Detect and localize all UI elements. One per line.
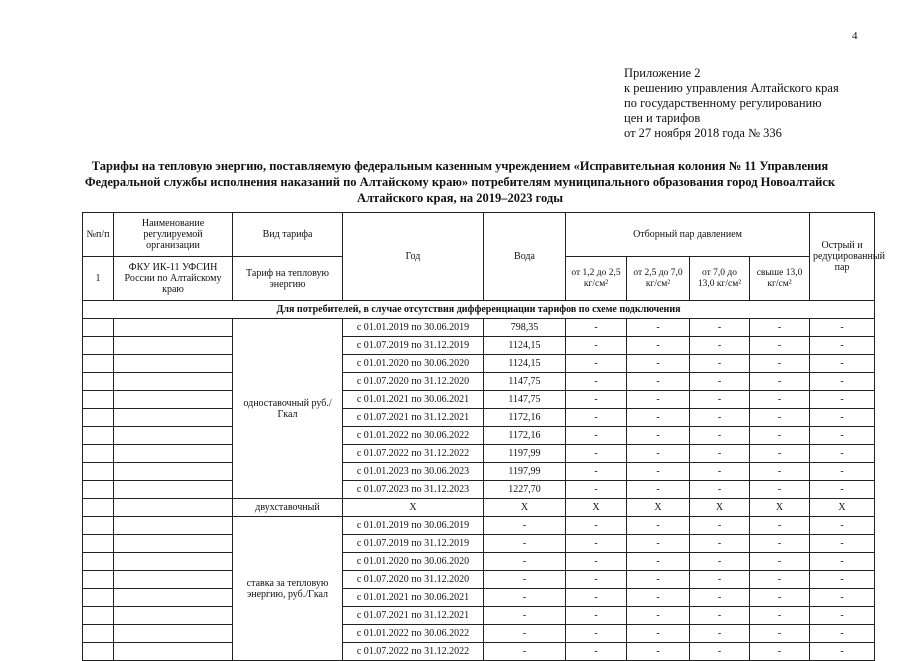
steam-cell: - [627,589,690,607]
steam-cell: - [690,355,750,373]
water-cell: - [484,571,566,589]
steam-cell: - [690,373,750,391]
steam-cell: - [750,625,810,643]
sharp-steam-cell: - [810,517,875,535]
steam-cell: - [627,355,690,373]
steam-cell: - [750,553,810,571]
period-cell: с 01.07.2021 по 31.12.2021 [343,607,484,625]
steam-cell: - [750,517,810,535]
period-cell: с 01.01.2020 по 30.06.2020 [343,355,484,373]
col-header-tariff-type: Вид тарифа [233,213,343,257]
org-cell [114,463,233,481]
table-row [83,391,875,409]
appendix-line: по государственному регулированию [624,96,822,110]
steam-cell: - [566,463,627,481]
steam-cell: - [690,553,750,571]
table-row [83,337,875,355]
steam-cell: - [750,337,810,355]
steam-cell: - [690,571,750,589]
num-cell [83,517,114,535]
title-line: Федеральной службы исполнения наказаний по Алтайскому краю» потребителям муниципального образования город Новоалтайск [84,175,836,189]
page-number: 4 [852,30,858,42]
sharp-steam-cell: - [810,409,875,427]
num-cell [83,463,114,481]
table-row [83,589,875,607]
org-cell [114,391,233,409]
steam-cell: - [566,427,627,445]
period-cell: с 01.07.2020 по 31.12.2020 [343,373,484,391]
sharp-steam-cell: - [810,319,875,337]
num-cell [83,481,114,499]
section-row [83,301,875,319]
steam-cell: - [690,319,750,337]
sharp-steam-cell: - [810,373,875,391]
sharp-steam-cell: - [810,553,875,571]
steam-cell: - [690,481,750,499]
water-cell: 1147,75 [484,391,566,409]
org-cell [114,319,233,337]
org-cell [114,355,233,373]
steam-cell: - [627,445,690,463]
col-header-steam-1: от 1,2 до 2,5 кг/см² [566,257,627,301]
steam-cell: - [566,607,627,625]
period-cell: с 01.01.2022 по 30.06.2022 [343,427,484,445]
num-cell [83,409,114,427]
two-part-value: Х [566,499,627,517]
water-cell: 1197,99 [484,445,566,463]
num-cell [83,445,114,463]
org-cell [114,409,233,427]
two-part-value: Х [810,499,875,517]
sharp-steam-cell: - [810,571,875,589]
col-header-water: Вода [484,213,566,301]
num-cell [83,607,114,625]
period-cell: с 01.07.2019 по 31.12.2019 [343,337,484,355]
org-cell [114,337,233,355]
steam-cell: - [566,643,627,661]
org-cell [114,589,233,607]
appendix-block [624,66,839,141]
org-cell [114,445,233,463]
period-cell: с 01.07.2023 по 31.12.2023 [343,481,484,499]
appendix-line: от 27 ноября 2018 года № 336 [624,126,782,140]
steam-cell: - [750,391,810,409]
period-cell: с 01.01.2023 по 30.06.2023 [343,463,484,481]
water-cell: 1197,99 [484,463,566,481]
table-row [83,481,875,499]
water-cell: 1147,75 [484,373,566,391]
steam-cell: - [750,409,810,427]
col-header-org: Наименование регулируемой организации [114,213,233,257]
tariff-table [82,212,885,661]
period-cell: с 01.07.2019 по 31.12.2019 [343,535,484,553]
steam-cell: - [566,445,627,463]
steam-cell: - [750,427,810,445]
org-cell [114,607,233,625]
steam-cell: - [627,643,690,661]
sharp-steam-cell: - [810,481,875,499]
org-cell [114,373,233,391]
steam-cell: - [566,535,627,553]
sharp-steam-cell: - [810,337,875,355]
steam-cell: - [750,445,810,463]
water-cell: 1227,70 [484,481,566,499]
steam-cell: - [750,373,810,391]
num-cell [83,625,114,643]
table-row [83,625,875,643]
steam-cell: - [627,409,690,427]
org-cell [114,643,233,661]
num-cell [83,535,114,553]
steam-cell: - [750,355,810,373]
steam-cell: - [690,337,750,355]
two-part-label: двухставочный [233,499,343,517]
table-row [83,553,875,571]
steam-cell: - [566,481,627,499]
steam-cell: - [627,391,690,409]
steam-cell: - [566,571,627,589]
sharp-steam-cell: - [810,589,875,607]
steam-cell: - [627,571,690,589]
water-cell: 1124,15 [484,337,566,355]
steam-cell: - [566,355,627,373]
col-header-steam-4: свыше 13,0 кг/см² [750,257,810,301]
steam-cell: - [690,517,750,535]
period-cell: с 01.07.2021 по 31.12.2021 [343,409,484,427]
water-cell: - [484,517,566,535]
org-cell [114,535,233,553]
steam-cell: - [750,481,810,499]
steam-cell: - [690,589,750,607]
org-row-tariff: Тариф на тепловую энергию [233,257,343,301]
steam-cell: - [690,535,750,553]
two-part-value: Х [484,499,566,517]
section-title: Для потребителей, в случае отсутствия дифференциации тарифов по схеме подключения [83,301,875,319]
two-part-value: Х [627,499,690,517]
num-cell [83,553,114,571]
steam-cell: - [690,625,750,643]
steam-cell: - [627,319,690,337]
sharp-steam-cell: - [810,625,875,643]
title-line: Тарифы на тепловую энергию, поставляемую федеральным казенным учреждением «Исправительная колония № 11 Управления [91,159,829,173]
heat-rate-label: ставка за тепловую энергию, руб./Гкал [233,517,343,661]
steam-cell: - [566,409,627,427]
num-cell [83,319,114,337]
org-cell [114,625,233,643]
col-header-steam-2: от 2,5 до 7,0 кг/см² [627,257,690,301]
steam-cell: - [627,463,690,481]
one-part-tariff-label: одноставочный руб./Гкал [233,319,343,499]
appendix-line: Приложение 2 [624,66,701,80]
table-row [83,517,875,535]
appendix-line: к решению управления Алтайского края [624,81,839,95]
period-cell: с 01.01.2019 по 30.06.2019 [343,319,484,337]
num-cell [83,391,114,409]
period-cell: с 01.01.2020 по 30.06.2020 [343,553,484,571]
steam-cell: - [690,391,750,409]
org-cell [114,499,233,517]
num-cell [83,337,114,355]
steam-cell: - [690,643,750,661]
steam-cell: - [566,589,627,607]
steam-cell: - [690,463,750,481]
steam-cell: - [566,373,627,391]
steam-cell: - [690,607,750,625]
steam-cell: - [566,517,627,535]
sharp-steam-cell: - [810,535,875,553]
steam-cell: - [690,445,750,463]
table-row [83,463,875,481]
org-row-num: 1 [83,257,114,301]
water-cell: - [484,535,566,553]
org-cell [114,427,233,445]
col-header-steam-3: от 7,0 до 13,0 кг/см² [690,257,750,301]
period-cell: с 01.01.2021 по 30.06.2021 [343,589,484,607]
steam-cell: - [750,589,810,607]
steam-cell: - [690,427,750,445]
num-cell [83,499,114,517]
table-row [83,427,875,445]
num-cell [83,643,114,661]
steam-cell: - [627,553,690,571]
col-header-steam-group: Отборный пар давлением [566,213,810,257]
num-cell [83,427,114,445]
steam-cell: - [627,625,690,643]
water-cell: - [484,553,566,571]
two-part-value: Х [690,499,750,517]
num-cell [83,355,114,373]
water-cell: - [484,643,566,661]
steam-cell: - [566,319,627,337]
header-row [83,213,875,257]
steam-cell: - [750,571,810,589]
table-row [83,355,875,373]
period-cell: с 01.01.2021 по 30.06.2021 [343,391,484,409]
tariff-table-container [82,212,885,657]
steam-cell: - [627,535,690,553]
water-cell: 1172,16 [484,409,566,427]
period-cell: с 01.07.2022 по 31.12.2022 [343,445,484,463]
org-cell [114,481,233,499]
two-part-value: Х [750,499,810,517]
appendix-line: цен и тарифов [624,111,701,125]
num-cell [83,589,114,607]
steam-cell: - [627,517,690,535]
org-row-name: ФКУ ИК-11 УФСИН России по Алтайскому краю [114,257,233,301]
col-header-year: Год [343,213,484,301]
period-cell: с 01.01.2022 по 30.06.2022 [343,625,484,643]
steam-cell: - [627,427,690,445]
num-cell [83,373,114,391]
sharp-steam-cell: - [810,607,875,625]
num-cell [83,571,114,589]
steam-cell: - [750,535,810,553]
title-line: Алтайского края, на 2019–2023 годы [356,191,564,205]
water-cell: - [484,607,566,625]
steam-cell: - [750,643,810,661]
water-cell: 1124,15 [484,355,566,373]
water-cell: 798,35 [484,319,566,337]
water-cell: - [484,625,566,643]
document-title [70,158,850,206]
two-part-value: Х [343,499,484,517]
col-header-sharp-steam: Острый и редуцированный пар [810,213,875,301]
table-row [83,571,875,589]
org-cell [114,571,233,589]
steam-cell: - [690,409,750,427]
sharp-steam-cell: - [810,643,875,661]
table-row [83,409,875,427]
table-row [83,445,875,463]
sharp-steam-cell: - [810,445,875,463]
sharp-steam-cell: - [810,391,875,409]
sharp-steam-cell: - [810,427,875,445]
period-cell: с 01.01.2019 по 30.06.2019 [343,517,484,535]
two-part-row [83,499,875,517]
table-row [83,373,875,391]
steam-cell: - [750,607,810,625]
steam-cell: - [566,391,627,409]
period-cell: с 01.07.2022 по 31.12.2022 [343,643,484,661]
steam-cell: - [627,481,690,499]
water-cell: 1172,16 [484,427,566,445]
water-cell: - [484,589,566,607]
table-row [83,535,875,553]
table-row [83,319,875,337]
steam-cell: - [627,607,690,625]
steam-cell: - [627,337,690,355]
col-header-num: №п/п [83,213,114,257]
org-cell [114,553,233,571]
steam-cell: - [750,463,810,481]
period-cell: с 01.07.2020 по 31.12.2020 [343,571,484,589]
sharp-steam-cell: - [810,355,875,373]
steam-cell: - [627,373,690,391]
org-cell [114,517,233,535]
steam-cell: - [566,553,627,571]
table-row [83,607,875,625]
steam-cell: - [566,625,627,643]
sharp-steam-cell: - [810,463,875,481]
table-row [83,643,875,661]
steam-cell: - [566,337,627,355]
steam-cell: - [750,319,810,337]
